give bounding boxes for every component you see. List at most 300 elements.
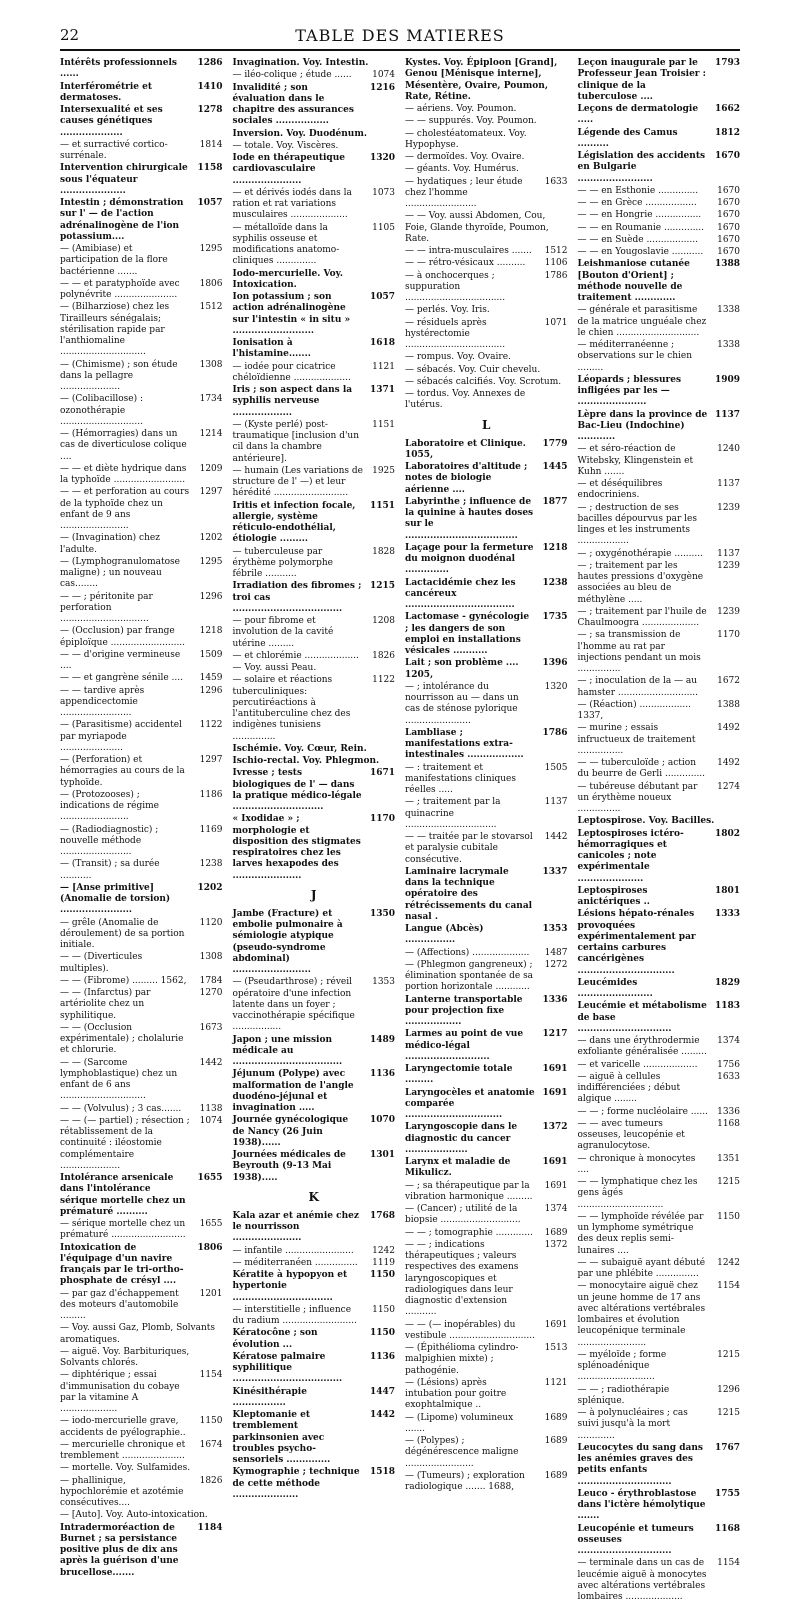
entry-text: — (Lymphogranulomatose maligne) ; un nouveau cas........ <box>60 556 180 590</box>
entry-page-number: 1073 <box>372 187 395 198</box>
entry-text: Iris ; son aspect dans la syphilis nerveuse ................... <box>232 385 353 418</box>
index-column-4 <box>578 58 741 1604</box>
entry-page-number: 1121 <box>544 1377 568 1388</box>
section-letter: K <box>308 1189 319 1204</box>
entry-text: Journées médicales de Beyrouth (9-13 Mai 1938)..... <box>232 1150 346 1183</box>
entry-page-number: 1239 <box>717 606 740 617</box>
entry-page-number: 1150 <box>369 1270 395 1280</box>
entry-page-number: 1689 <box>544 1470 568 1481</box>
index-entry <box>60 1347 223 1370</box>
index-entry <box>578 479 741 502</box>
index-entry <box>405 1029 568 1063</box>
entry-text: — (Parasitisme) accidentel par myriapode ...................... <box>60 720 182 753</box>
entry-page-number: 1670 <box>717 210 740 221</box>
entry-page-number: 1070 <box>369 1115 395 1126</box>
index-entry <box>233 547 396 581</box>
entry-text: — — ; péritonite par perforation ............................... <box>60 591 153 624</box>
entry-page-number: 1106 <box>544 258 568 269</box>
entry-text: Leucopénie et tumeurs osseuses .............................. <box>577 1523 694 1556</box>
entry-text: — aiguë à cellules indifférenciées ; début algique ........ <box>577 1071 681 1105</box>
index-entry <box>405 1088 568 1122</box>
index-entry <box>405 995 568 1029</box>
index-columns <box>60 58 740 1604</box>
index-entry <box>405 104 568 115</box>
index-entry <box>60 1116 223 1172</box>
index-entry <box>405 612 568 657</box>
entry-text: — (Invagination) chez l'adulte. <box>60 533 160 555</box>
entry-text: — — lymphatique chez les gens âgés .............................. <box>577 1177 698 1210</box>
entry-text: — ; traitement par les hautes pressions d'oxygène associées au bleu de méthylène ..... <box>577 560 704 605</box>
entry-text: — — (— partiel) ; résection ; rétablissement de la continuité : iléostomie complémentaire ..................... <box>60 1115 190 1171</box>
entry-page-number: 1296 <box>199 685 223 696</box>
entry-text: — [Anse primitive] (Anomalie de torsion) ....................... <box>60 882 171 916</box>
entry-page-number: 1202 <box>199 533 223 544</box>
index-entry <box>60 918 223 952</box>
entry-page-number: 1270 <box>199 988 223 998</box>
index-entry <box>405 318 568 352</box>
entry-text: — dans une érythrodermie exfoliante généralisée ......... <box>577 1036 707 1058</box>
entry-text: — métalloïde dans la syphilis osseuse et modifications anatomo-cliniques .............. <box>232 222 340 267</box>
entry-text: Interférométrie et dermatoses. <box>60 81 153 103</box>
entry-text: — — (Volvulus) ; 3 cas....... <box>60 1103 182 1114</box>
index-entry <box>405 763 568 797</box>
entry-page-number: 1505 <box>544 762 568 773</box>
index-entry <box>233 188 396 222</box>
index-entry <box>60 58 223 81</box>
entry-page-number: 1150 <box>372 1304 395 1315</box>
entry-text: Inversion. Voy. Duodénum. <box>232 128 367 139</box>
entry-page-number: 1371 <box>369 385 395 395</box>
index-entry <box>60 1510 223 1521</box>
index-entry <box>60 198 223 243</box>
entry-page-number: 1215 <box>717 1177 740 1187</box>
index-entry <box>405 682 568 727</box>
index-entry <box>233 1305 396 1328</box>
entry-page-number: 1320 <box>369 153 395 163</box>
entry-text: Légende des Camus .......... <box>577 127 678 149</box>
entry-page-number: 1756 <box>717 1059 740 1070</box>
entry-page-number: 1735 <box>542 612 568 623</box>
entry-text: Intérêts professionnels ...... <box>60 58 177 80</box>
entry-text: — ; traitement par l'huile de Chaulmoogra .................... <box>577 606 707 628</box>
index-entry <box>233 1258 396 1269</box>
entry-text: Leuco - érythroblastose dans l'ictère hémolytique ....... <box>577 1488 706 1522</box>
entry-text: — et séro-réaction de Witebsky, Klingenstein et Kuhn ....... <box>577 444 694 477</box>
entry-text: — (Lésions) après intubation pour goitre exophtalmique .. <box>405 1377 507 1411</box>
entry-page-number: 1489 <box>369 1034 395 1045</box>
entry-text: — — ; indications thérapeutiques ; valeurs respectives des examens laryngoscopiques et radiologiques dans leur diagnostic d'extension ........... <box>405 1239 519 1318</box>
index-entry <box>578 223 741 234</box>
entry-page-number: 1492 <box>717 723 740 734</box>
entry-text: — — (Diverticules multiples). <box>60 952 143 974</box>
index-entry <box>578 210 741 221</box>
entry-page-number: 1136 <box>369 1351 395 1362</box>
index-entry <box>233 141 396 152</box>
entry-text: — méditerranéenne ; observations sur le chien ......... <box>577 340 693 373</box>
entry-page-number: 1121 <box>372 361 395 372</box>
entry-text: — interstitielle ; influence du radium .......................... <box>232 1304 357 1326</box>
index-entry <box>233 362 396 385</box>
entry-text: — — tuberculoïde ; action du beurre de Gerli .............. <box>577 758 706 780</box>
entry-page-number: 1828 <box>372 546 395 557</box>
entry-page-number: 1689 <box>544 1227 568 1238</box>
entry-page-number: 1512 <box>199 302 223 313</box>
entry-text: Iritis et infection focale, allergie, système réticulo-endothélial, étiologie ......... <box>232 500 356 545</box>
entry-text: Intradermoréaction de Burnet ; sa persistance positive plus de dix ans après la guérison d'une brucellose....... <box>60 1522 179 1578</box>
entry-text: « Ixodidae » ; morphologie et disposition des stigmates respiratoires chez les larves hexapodes des ...................... <box>232 814 361 881</box>
entry-text: Kala azar et anémie chez le nourrisson ...................... <box>232 1210 359 1244</box>
entry-page-number: 1388 <box>714 259 740 270</box>
entry-text: — diphtérique ; essai d'immunisation du cobaye par la vitamine A .................... <box>60 1370 180 1414</box>
entry-page-number: 1459 <box>199 673 223 684</box>
index-entry <box>233 1035 396 1069</box>
entry-text: Ivresse ; tests biologiques de l' — dans la pratique médico-légale ............................. <box>232 768 362 812</box>
entry-text: — myéloïde ; forme splénoadénique ........................... <box>577 1349 667 1383</box>
entry-text: — (Tumeurs) ; exploration radiologique ....... 1688, <box>405 1470 525 1492</box>
index-entry <box>405 924 568 947</box>
entry-text: — sébacés. Voy. Cuir chevelu. <box>405 364 541 375</box>
entry-page-number: 1337 <box>542 866 568 877</box>
entry-page-number: 1150 <box>199 1416 223 1427</box>
index-entry <box>405 177 568 211</box>
index-entry <box>60 1416 223 1439</box>
entry-text: — rompus. Voy. Ovaire. <box>405 352 511 363</box>
entry-page-number: 1074 <box>372 70 395 81</box>
entry-text: — Voy. aussi Peau. <box>232 663 317 673</box>
index-entry <box>578 1001 741 1035</box>
entry-text: — iléo-colique ; étude ...... <box>232 70 352 81</box>
entry-text: — — Voy. aussi Abdomen, Cou, Foie, Glande thyroïde, Poumon, Rate. <box>405 211 549 244</box>
index-entry <box>233 269 396 292</box>
entry-page-number: 1320 <box>544 681 568 692</box>
entry-page-number: 1308 <box>199 359 223 370</box>
entry-page-number: 1806 <box>197 1242 223 1253</box>
entry-text: — (Affections) .................... <box>405 947 530 958</box>
entry-page-number: 1201 <box>199 1288 223 1299</box>
index-entry <box>578 978 741 1001</box>
index-entry <box>578 198 741 209</box>
index-entry <box>60 988 223 1022</box>
index-entry <box>578 1107 741 1118</box>
entry-text: Labyrinthe ; influence de la quinine à hautes doses sur le .................................... <box>405 496 534 541</box>
entry-text: — (Phlegmon gangreneux) ; élimination spontanée de sa portion horizontale ............ <box>405 959 534 993</box>
entry-page-number: 1670 <box>717 234 740 245</box>
index-entry <box>233 675 396 743</box>
entry-text: — — subaiguë ayant débuté par une phlébite ............... <box>577 1257 706 1279</box>
entry-text: Ion potassium ; son action adrénalinogène sur l'intestin « in situ » .......................... <box>232 292 351 336</box>
entry-text: Kleptomanie et tremblement parkinsonien avec troubles psycho-sensoriels .............. <box>232 1410 331 1465</box>
index-entry <box>60 686 223 720</box>
index-entry <box>578 410 741 444</box>
entry-text: Lambliase ; manifestations extra-intestinales .................. <box>405 727 524 761</box>
entry-page-number: 1655 <box>199 1219 223 1229</box>
entry-page-number: 1296 <box>717 1384 740 1395</box>
index-entry <box>405 462 568 496</box>
index-entry <box>233 1115 396 1149</box>
index-entry <box>405 1157 568 1180</box>
entry-text: Lésions hépato-rénales provoquées expérimentalement par certains carbures cancérigènes ............................... <box>577 909 696 976</box>
entry-page-number: 1786 <box>542 727 568 738</box>
index-entry <box>405 271 568 305</box>
entry-page-number: 1239 <box>717 502 740 513</box>
index-entry <box>233 977 396 1033</box>
index-entry <box>578 549 741 560</box>
index-entry <box>60 1058 223 1103</box>
index-entry <box>578 58 741 103</box>
index-entry <box>60 1463 223 1474</box>
index-entry <box>578 1350 741 1384</box>
index-entry <box>405 1240 568 1319</box>
index-entry <box>405 246 568 257</box>
entry-text: Leucémie et métabolisme de base .............................. <box>577 1001 707 1034</box>
index-entry <box>60 464 223 487</box>
index-entry <box>233 581 396 615</box>
index-entry <box>60 976 223 987</box>
index-entry <box>405 1204 568 1227</box>
index-entry <box>60 1323 223 1346</box>
entry-text: — (Hémorragies) dans un cas de diverticulose colique .... <box>60 429 187 462</box>
index-entry <box>233 385 396 419</box>
entry-text: — — intra-musculaires ....... <box>405 246 532 256</box>
index-entry <box>60 859 223 882</box>
entry-page-number: 1793 <box>714 58 740 68</box>
entry-page-number: 1297 <box>199 487 223 498</box>
page-title: TABLE DES MATIERES <box>295 25 505 45</box>
index-entry <box>405 867 568 923</box>
index-entry <box>60 105 223 139</box>
entry-page-number: 1353 <box>542 924 568 934</box>
entry-text: — totale. Voy. Viscères. <box>232 140 339 151</box>
entry-page-number: 1239 <box>717 560 740 571</box>
entry-page-number: 1074 <box>199 1115 223 1126</box>
entry-page-number: 1909 <box>714 374 740 385</box>
index-entry <box>578 1154 741 1177</box>
entry-text: — (Chimisme) ; son étude dans la pellagre ..................... <box>60 359 178 392</box>
index-entry <box>578 829 741 885</box>
entry-page-number: 1158 <box>197 163 223 174</box>
index-entry <box>578 1119 741 1153</box>
entry-page-number: 1806 <box>199 278 223 289</box>
entry-text: — (Amibiase) et participation de la flore bactérienne ....... <box>60 244 168 277</box>
entry-text: — tubéreuse débutant par un érythème noueux ............... <box>577 781 698 814</box>
entry-page-number: 1150 <box>369 1328 395 1339</box>
entry-text: — iodée pour cicatrice chéloïdienne .................... <box>232 361 351 383</box>
index-entry <box>233 466 396 500</box>
entry-text: Lanterne transportable pour projection fixe .................. <box>405 994 523 1027</box>
entry-page-number: 1170 <box>369 814 395 825</box>
index-entry <box>233 768 396 813</box>
index-entry <box>60 825 223 859</box>
entry-text: — aiguë. Voy. Barbituriques, Solvants chlorés. <box>60 1346 190 1368</box>
entry-page-number: 1297 <box>199 755 223 765</box>
entry-text: — mortelle. Voy. Sulfamides. <box>60 1463 191 1474</box>
entry-page-number: 1238 <box>542 577 568 588</box>
entry-text: Jambe (Fracture) et embolie pulmonaire à sémiologie atypique (pseudo-syndrome abdominal) ......................... <box>232 908 343 975</box>
entry-text: — (Réaction) .................. 1337, <box>577 699 691 721</box>
entry-text: Lèpre dans la province de Bac-Lieu (Indochine) ............ <box>577 409 708 442</box>
entry-page-number: 1826 <box>199 1475 223 1486</box>
entry-text: Kymographie ; technique de cette méthode ..................... <box>232 1467 360 1500</box>
entry-text: — (Cancer) ; utilité de la biopsie ............................ <box>405 1204 521 1226</box>
entry-text: — grêle (Anomalie de déroulement) de sa portion initiale. <box>60 917 185 950</box>
entry-text: — et surractivé cortico-surrénale. <box>60 139 168 161</box>
entry-page-number: 1814 <box>199 139 223 150</box>
entry-text: — solaire et réactions tuberculiniques: percutiréactions à l'antituberculine chez des indigènes tunisiens ............... <box>232 675 351 742</box>
entry-page-number: 1186 <box>199 789 223 800</box>
index-entry <box>578 700 741 723</box>
entry-text: — ; sa transmission de l'homme au rat par injections pendant un mois ............... <box>577 630 701 674</box>
entry-page-number: 1801 <box>714 885 740 896</box>
entry-page-number: 1826 <box>372 650 395 661</box>
entry-text: Laçage pour la fermeture du moignon duodénal .............. <box>405 542 534 576</box>
entry-text: Ischémie. Voy. Cœur, Rein. <box>232 743 367 754</box>
index-entry <box>578 816 741 827</box>
entry-page-number: 1691 <box>542 1087 568 1098</box>
index-entry <box>60 82 223 105</box>
index-entry <box>578 909 741 977</box>
index-entry <box>405 1471 568 1494</box>
index-entry <box>233 1211 396 1245</box>
entry-text: — et chlorémie ................... <box>232 650 359 661</box>
entry-page-number: 1691 <box>542 1157 568 1167</box>
entry-text: Leptospiroses anictériques .. <box>577 885 650 907</box>
entry-page-number: 1768 <box>369 1210 395 1221</box>
entry-text: — à onchocerques ; suppuration ................................... <box>405 270 506 303</box>
entry-text: — cholestéatomateux. Voy. Hypophyse. <box>405 128 527 150</box>
entry-text: — — (Sarcome lymphoblastique) chez un enfant de 6 ans .............................. <box>60 1057 178 1102</box>
index-entry <box>60 883 223 917</box>
entry-page-number: 1509 <box>199 649 223 660</box>
index-entry <box>405 58 568 103</box>
entry-text: Leucémides ........................ <box>577 977 653 999</box>
entry-text: Larmes au point de vue médico-légal ........................... <box>405 1029 524 1062</box>
entry-page-number: 1410 <box>197 81 223 92</box>
entry-text: Irradiation des fibromes ; troi cas ................................... <box>232 581 362 614</box>
entry-text: Intervention chirurgicale sous l'équateur ..................... <box>60 163 188 196</box>
index-entry <box>405 832 568 866</box>
index-entry <box>60 650 223 673</box>
entry-text: — — traitée par le stovarsol et paralysie cubitale consécutive. <box>405 832 533 865</box>
entry-page-number: 1214 <box>199 429 223 439</box>
index-entry <box>60 360 223 394</box>
entry-page-number: 1336 <box>542 994 568 1005</box>
entry-page-number: 1184 <box>197 1522 223 1533</box>
index-entry <box>405 960 568 994</box>
index-entry <box>578 723 741 757</box>
entry-page-number: 1691 <box>542 1064 568 1074</box>
index-entry <box>233 83 396 128</box>
index-entry <box>60 1370 223 1415</box>
entry-page-number: 1802 <box>714 828 740 839</box>
entry-page-number: 1295 <box>199 244 223 254</box>
index-entry <box>405 578 568 612</box>
entry-text: — : traitement et manifestations cliniques réelles ..... <box>405 762 516 795</box>
entry-page-number: 1674 <box>199 1439 223 1450</box>
index-entry <box>405 1122 568 1156</box>
index-entry <box>578 151 741 185</box>
entry-text: — ; oxygénothérapie .......... <box>577 548 703 559</box>
entry-page-number: 1388 <box>717 699 740 710</box>
entry-page-number: 1351 <box>717 1153 740 1164</box>
index-entry <box>60 1243 223 1288</box>
entry-page-number: 1137 <box>717 479 740 489</box>
entry-page-number: 1272 <box>544 959 568 970</box>
entry-page-number: 1442 <box>544 832 568 842</box>
index-entry <box>578 1258 741 1281</box>
entry-page-number: 1786 <box>544 270 568 281</box>
entry-text: — — rétro-vésicaux .......... <box>405 258 526 269</box>
entry-text: Larynx et maladie de Mikulicz. <box>405 1157 511 1179</box>
entry-text: Législation des accidents en Bulgarie ........................ <box>577 151 706 184</box>
entry-page-number: 1877 <box>542 496 568 507</box>
index-entry <box>405 152 568 163</box>
index-entry <box>405 1320 568 1343</box>
index-entry <box>578 758 741 781</box>
entry-page-number: 1670 <box>714 151 740 161</box>
entry-page-number: 1925 <box>372 465 395 476</box>
index-entry <box>233 663 396 674</box>
entry-page-number: 1218 <box>542 542 568 553</box>
index-entry <box>578 1072 741 1106</box>
entry-page-number: 1655 <box>197 1173 223 1183</box>
index-entry <box>60 140 223 163</box>
entry-page-number: 1308 <box>199 952 223 963</box>
entry-text: — (Transit) ; sa durée ........... <box>60 859 160 881</box>
entry-page-number: 1136 <box>369 1069 395 1080</box>
entry-page-number: 1691 <box>544 1319 568 1330</box>
index-entry <box>405 164 568 175</box>
section-letter: J <box>310 887 317 902</box>
index-entry <box>60 302 223 358</box>
entry-page-number: 1138 <box>199 1103 223 1114</box>
entry-text: — pour fibrome et involution de la cavité utérine ......... <box>232 616 334 649</box>
header-rule <box>60 49 740 51</box>
index-entry <box>578 607 741 630</box>
entry-text: — dermoïdes. Voy. Ovaire. <box>405 152 525 162</box>
entry-page-number: 1217 <box>542 1029 568 1040</box>
entry-page-number: 1151 <box>369 500 395 511</box>
index-entry <box>405 1413 568 1436</box>
entry-text: Langue (Abcès) ................ <box>405 924 484 946</box>
entry-text: Kératose palmaire syphilitique ................................... <box>232 1351 343 1385</box>
entry-page-number: 1487 <box>544 947 568 958</box>
entry-text: Leishmaniose cutanée [Bouton d'Orient] ; méthode nouvelle de traitement ............. <box>577 259 690 303</box>
entry-text: Lactacidémie chez les cancéreux ................................... <box>405 577 516 610</box>
entry-page-number: 1071 <box>544 317 568 328</box>
index-entry <box>405 129 568 152</box>
entry-page-number: 1734 <box>199 394 223 405</box>
index-entry <box>60 1219 223 1242</box>
index-entry <box>233 814 396 882</box>
entry-text: — [Auto]. Voy. Auto-intoxication. <box>60 1510 208 1521</box>
entry-text: — tuberculeuse par érythème polymorphe fébrile ........... <box>232 546 333 579</box>
entry-text: — — (— inopérables) du vestibule .............................. <box>405 1319 535 1341</box>
entry-text: — (Radiodiagnostic) ; nouvelle méthode ......................... <box>60 824 159 857</box>
index-entry <box>233 651 396 662</box>
entry-page-number: 1215 <box>369 581 395 592</box>
entry-text: — à polynucléaires ; cas suivi jusqu'à la mort ............. <box>577 1408 688 1441</box>
entry-page-number: 1442 <box>199 1057 223 1068</box>
entry-page-number: 1278 <box>197 105 223 115</box>
index-entry <box>405 1378 568 1412</box>
entry-text: — — tardive après appendicectomie ......................... <box>60 685 145 718</box>
entry-text: — — en Hongrie ................ <box>577 210 702 221</box>
index-entry <box>578 1036 741 1059</box>
index-entry <box>233 223 396 268</box>
entry-text: — générale et parasitisme de la matrice unguéale chez le chien ............................. <box>577 305 707 338</box>
entry-text: Kinésithérapie ................. <box>232 1386 307 1408</box>
entry-text: — aériens. Voy. Poumon. <box>405 104 517 114</box>
